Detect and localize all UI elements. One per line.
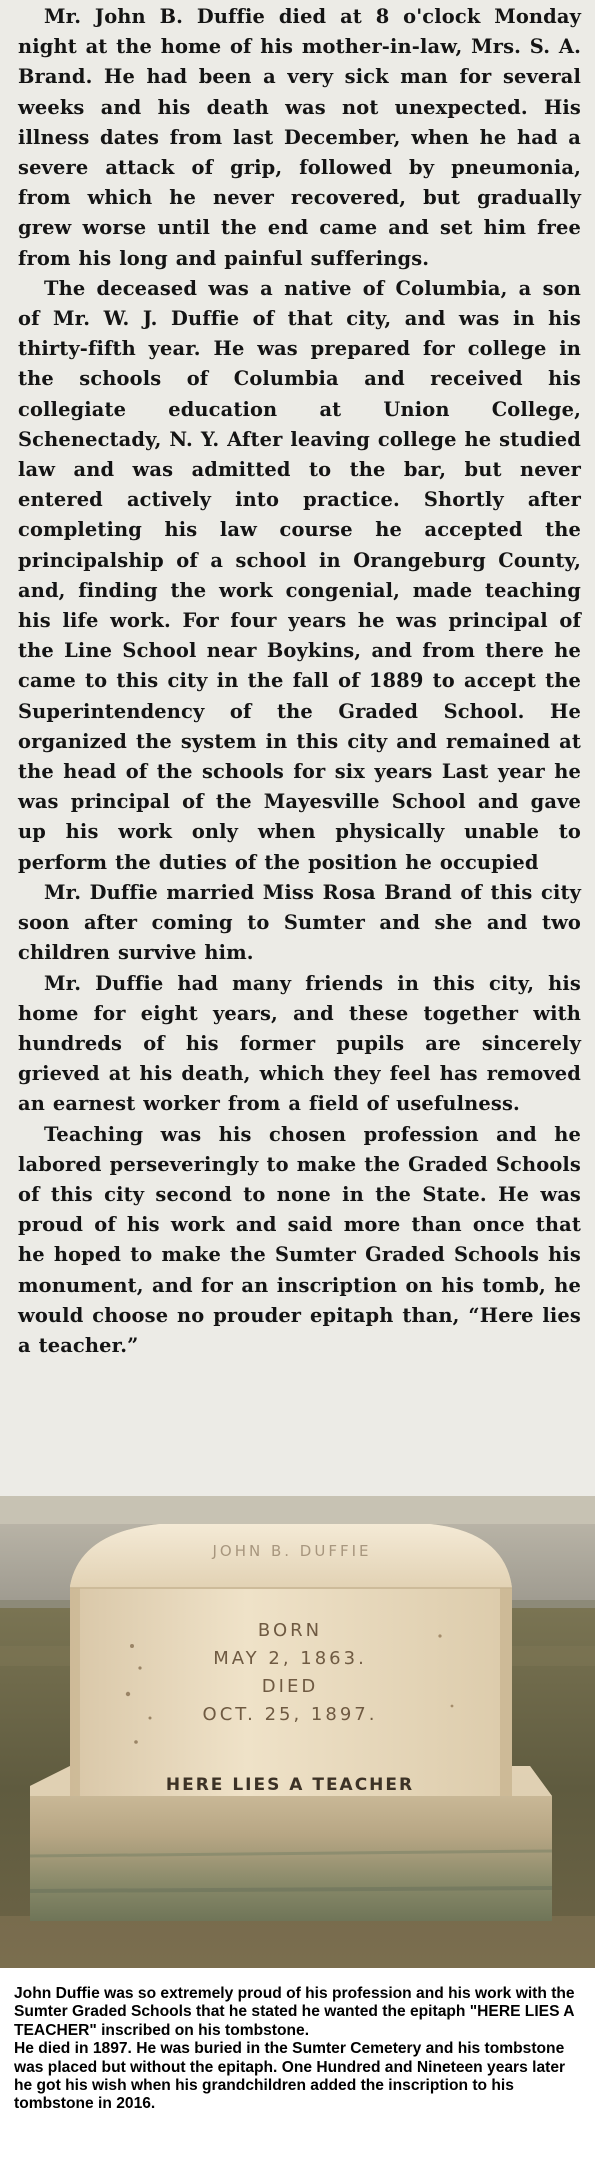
tombstone-top-inscription: JOHN B. DUFFIE xyxy=(212,1542,372,1560)
article-paragraph: Teaching was his chosen profession and he labored perseveringly to make the Graded Schools of this city second to none in the State. He was proud of his work and said more than once that he hoped to make the Sumter Graded Schools his monument, and for an inscription on his tomb, he would choose no prouder epitaph than, “Here lies a teacher.” xyxy=(18,1122,581,1357)
tombstone-death-date: OCT. 25, 1897. xyxy=(202,1704,378,1725)
tombstone-epitaph: HERE LIES A TEACHER xyxy=(165,1775,415,1795)
photo-caption xyxy=(0,1968,595,2163)
article-paragraph: The deceased was a native of Columbia, a son of Mr. W. J. Duffie of that city, and was in his thirty-fifth year. He was prepared for college in the schools of Columbia and received his collegiate education at Union College, Schenectady, N. Y. After leaving college he studied law and was admitted to the bar, but never entered actively into practice. Shortly after completing his law course he accepted the principalship of a school in Orangeburg County, and, finding the work congenial, made teaching his life work. For four years he was principal of the Line School near Boykins, and from there he came to this city in the fall of 1889 to accept the Superintendency of the Graded School. He organized the system in this city and remained at the head of the schools for six years Last year he was principal of the Mayesville School and gave up his work only when physically unable to perform the duties of the position he occupied xyxy=(18,276,582,874)
article-paragraph: Mr. Duffie married Miss Rosa Brand of this city soon after coming to Sumter and she and two children survive him. xyxy=(18,880,581,965)
tombstone-died-label: DIED xyxy=(261,1676,319,1697)
tombstone-photo xyxy=(0,1496,595,1968)
tombstone-birth-date: MAY 2, 1863. xyxy=(213,1648,367,1669)
article-paragraph: Mr. Duffie had many friends in this city, his home for eight years, and these together with hundreds of his former pupils are sincerely grieved at his death, which they feel has removed an earnest worker from a field of usefulness. xyxy=(18,971,581,1116)
caption-paragraph: He died in 1897. He was buried in the Sumter Cemetery and his tombstone was placed but without the epitaph. One Hundred and Nineteen years later he got his wish when his grandchildren added the inscription to his tombstone in 2016. xyxy=(14,2040,566,2113)
caption-paragraph: John Duffie was so extremely proud of his profession and his work with the Sumter Graded Schools that he stated he wanted the epitaph "HERE LIES A TEACHER" inscribed on his tombstone. xyxy=(14,1985,575,2039)
article-paragraph: Mr. John B. Duffie died at 8 o'clock Monday night at the home of his mother-in-law, Mrs. S. A. Brand. He had been a very sick man for several weeks and his death was not unexpected. His illness dates from last December, when he had a severe attack of grip, followed by pneumonia, from which he never recovered, but gradually grew worse until the end came and set him free from his long and painful sufferings. xyxy=(18,5,581,270)
tombstone-born-label: BORN xyxy=(257,1620,323,1641)
